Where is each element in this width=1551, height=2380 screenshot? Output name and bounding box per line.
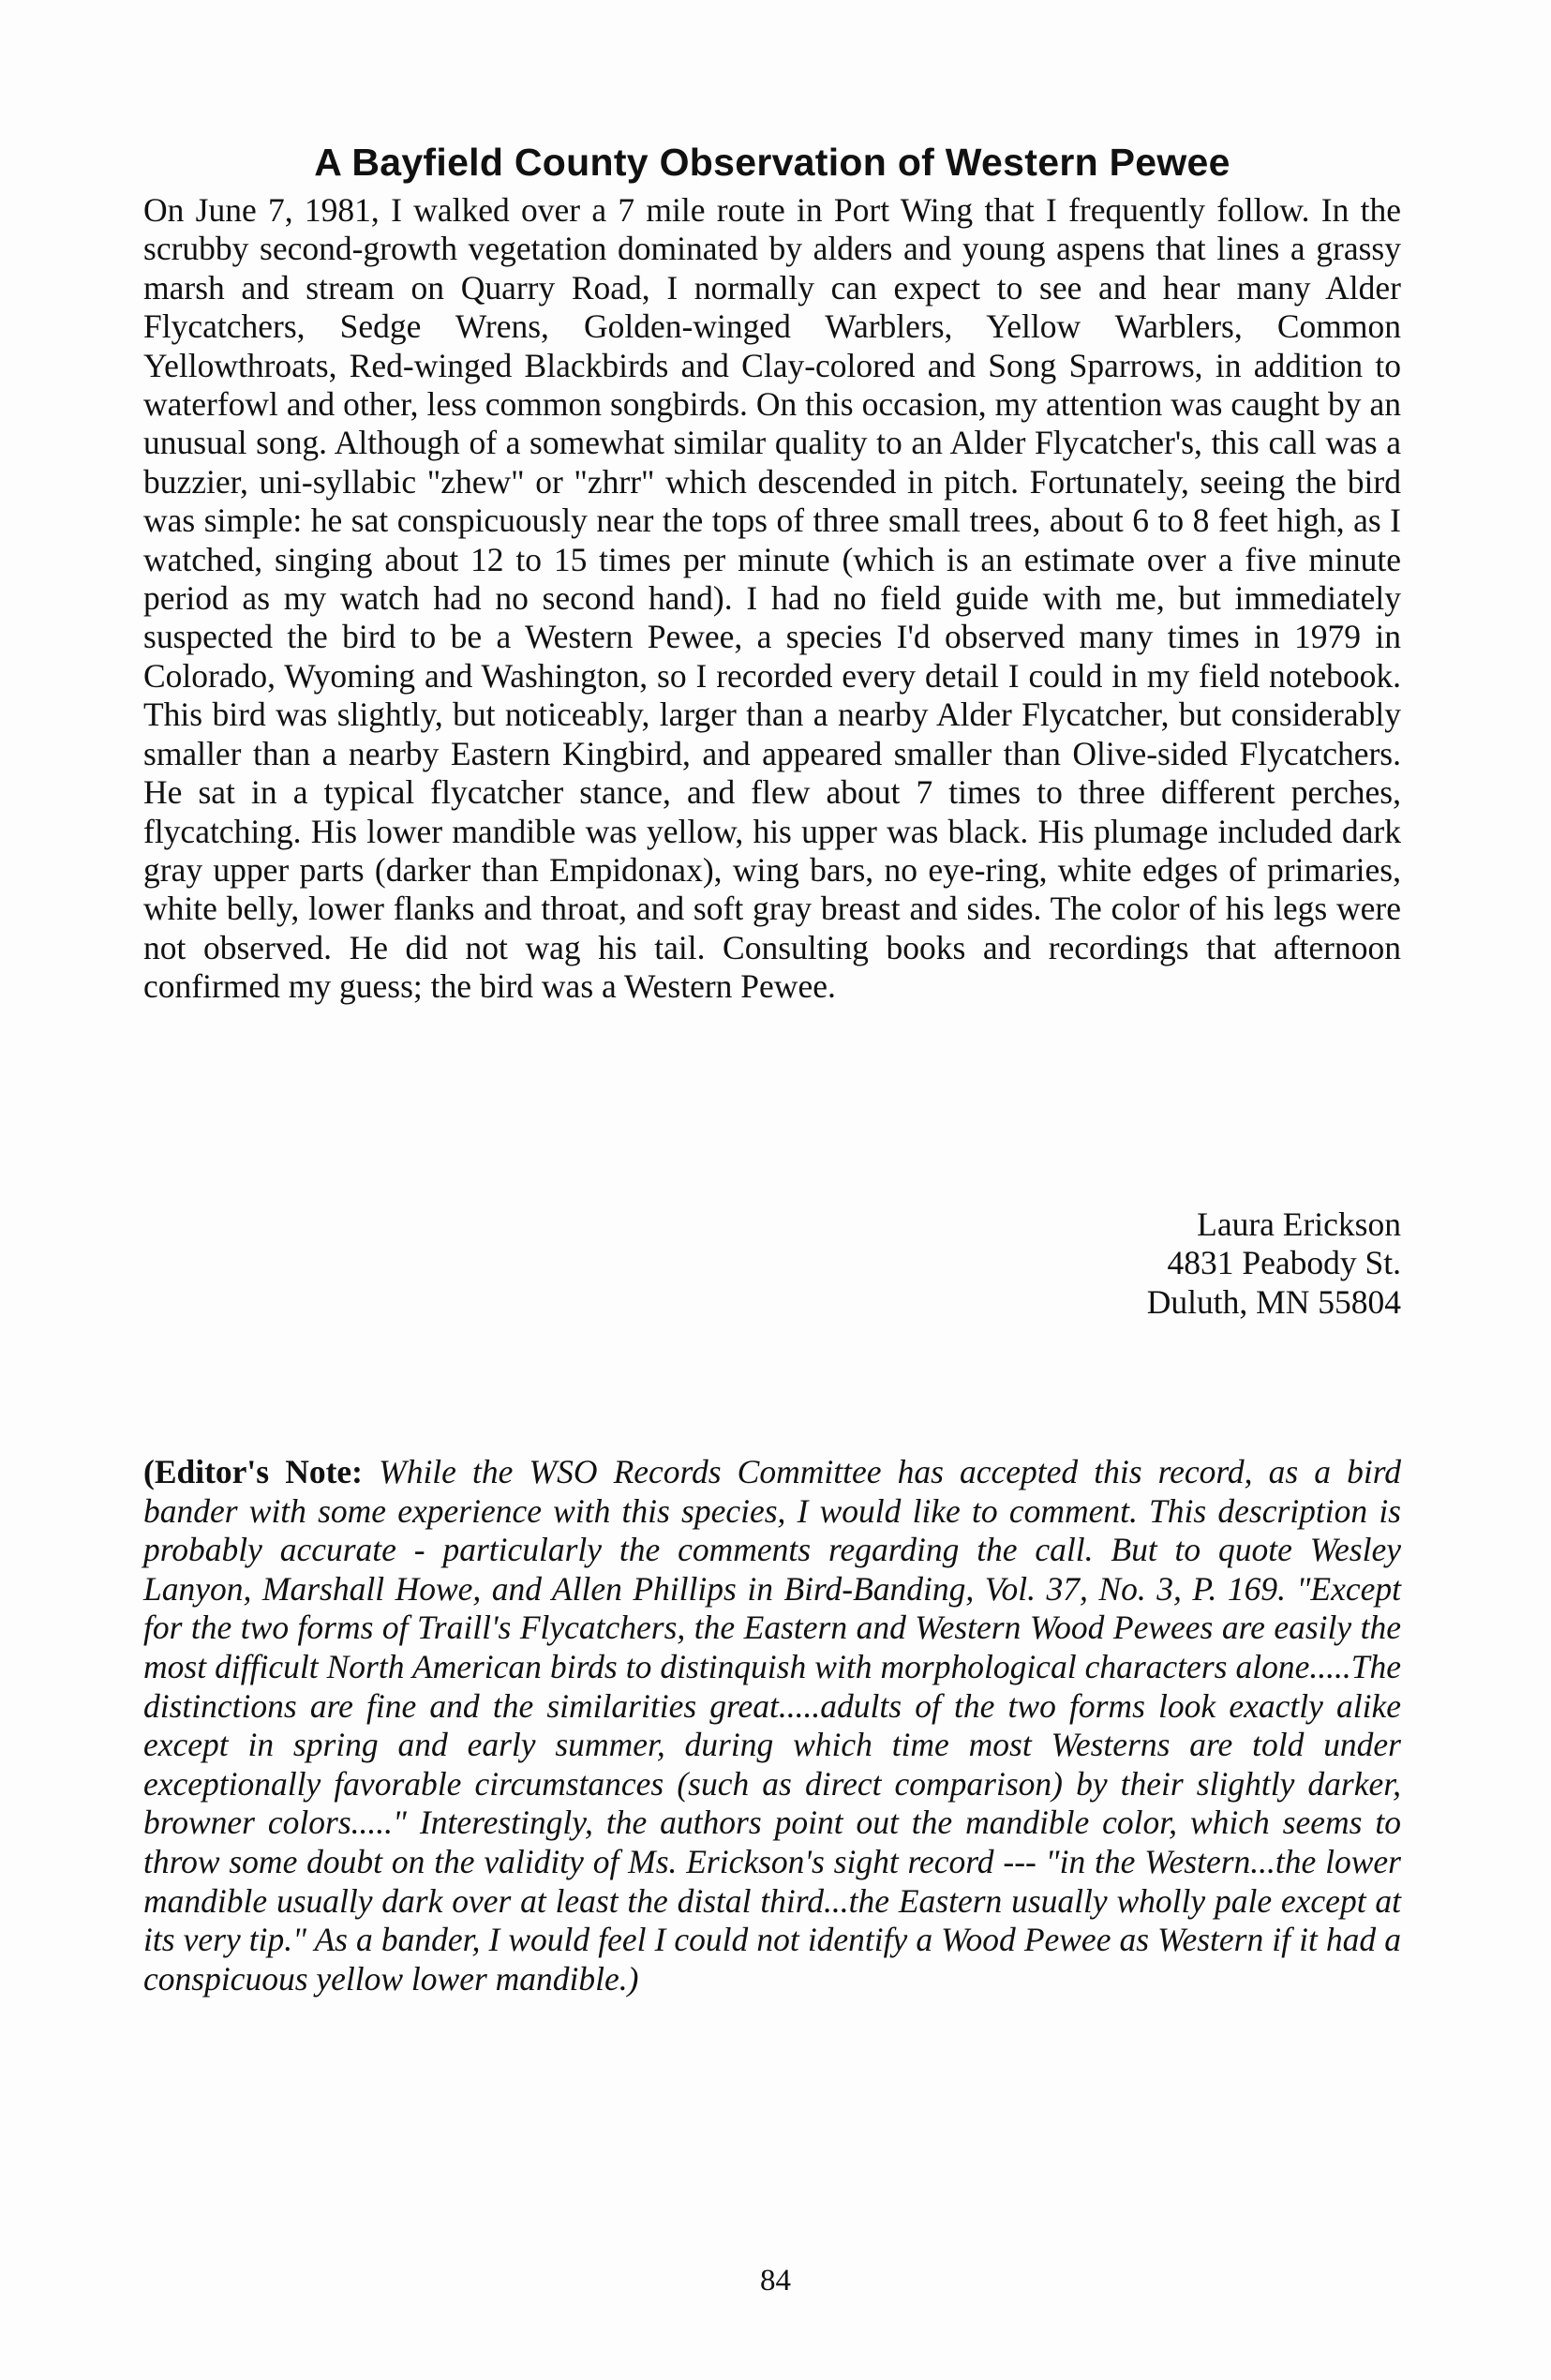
author-signature (1147, 1205, 1401, 1322)
author-name: Laura Erickson (1197, 1205, 1401, 1243)
page-number: 84 (760, 2264, 791, 2298)
article-body: On June 7, 1981, I walked over a 7 mile route in Port Wing that I frequently follow. In the scrubby second-growth vegetation dominated by alders and young aspens that lines a grassy marsh and stream on Quarry Road, I normally can expect to see and hear many Alder Flycatchers, Sedge Wrens, Golden-winged Warblers, Yellow Warblers, Common Yellowthroats, Red-winged Blackbirds and Clay-colored and Song Sparrows, in addition to waterfowl and other, less common songbirds. On this occasion, my attention was caught by an unusual song. Although of a somewhat similar quality to an Alder Flycatcher's, this call was a buzzier, uni-syllabic "zhew" or "zhrr" which descended in pitch. Fortunately, seeing the bird was simple: he sat conspicuously near the tops of three small trees, about 6 to 8 feet high, as I watched, singing about 12 to 15 times per minute (which is an estimate over a five minute period as my watch had no second hand). I had no field guide with me, but immediately suspected the bird to be a Western Pewee, a species I'd observed many times in 1979 in Colorado, Wyoming and Washington, so I recorded every detail I could in my field notebook. This bird was slightly, but noticeably, larger than a nearby Alder Flycatcher, but considerably smaller than a nearby Eastern Kingbird, and appeared smaller than Olive-sided Flycatchers. He sat in a typical flycatcher stance, and flew about 7 times to three different perches, flycatching. His lower mandible was yellow, his upper was black. His plumage included dark gray upper parts (darker than Empidonax), wing bars, no eye-ring, white edges of primaries, white belly, lower flanks and throat, and soft gray breast and sides. The color of his legs were not observed. He did not wag his tail. Consulting books and recordings that afternoon confirmed my guess; the bird was a Western Pewee. (143, 191, 1401, 1006)
editor-note (143, 1453, 1401, 1998)
article-title: A Bayfield County Observation of Western Pewee (314, 141, 1230, 184)
author-street: 4831 Peabody St. (1167, 1244, 1401, 1282)
author-city: Duluth, MN 55804 (1146, 1282, 1401, 1321)
editor-note-text: While the WSO Records Committee has accepted this record, as a bird bander with some experience with this species, I would like to comment. This description is probably accurate - particularly the comments regarding the call. But to quote Wesley Lanyon, Marshall Howe, and Allen Phillips in Bird-Banding, Vol. 37, No. 3, P. 169. "Except for the two forms of Traill's Flycatchers, the Eastern and Western Wood Pewees are easily the most difficult North American birds to distinquish with morphological characters alone.....The distinctions are fine and the similarities great.....adults of the two forms look exactly alike except in spring and early summer, during which time most Westerns are told under exceptionally favorable circumstances (such as direct comparison) by their slightly darker, browner colors....." Interestingly, the authors point out the mandible color, which seems to throw some doubt on the validity of Ms. Erickson's sight record --- "in the Western...the lower mandible usually dark over at least the distal third...the Eastern usually wholly pale except at its very tip." As a bander, I would feel I could not identify a Wood Pewee as Western if it had a conspicuous yellow lower mandible.) (143, 1453, 1402, 1998)
editor-note-label: (Editor's Note: (143, 1453, 364, 1490)
